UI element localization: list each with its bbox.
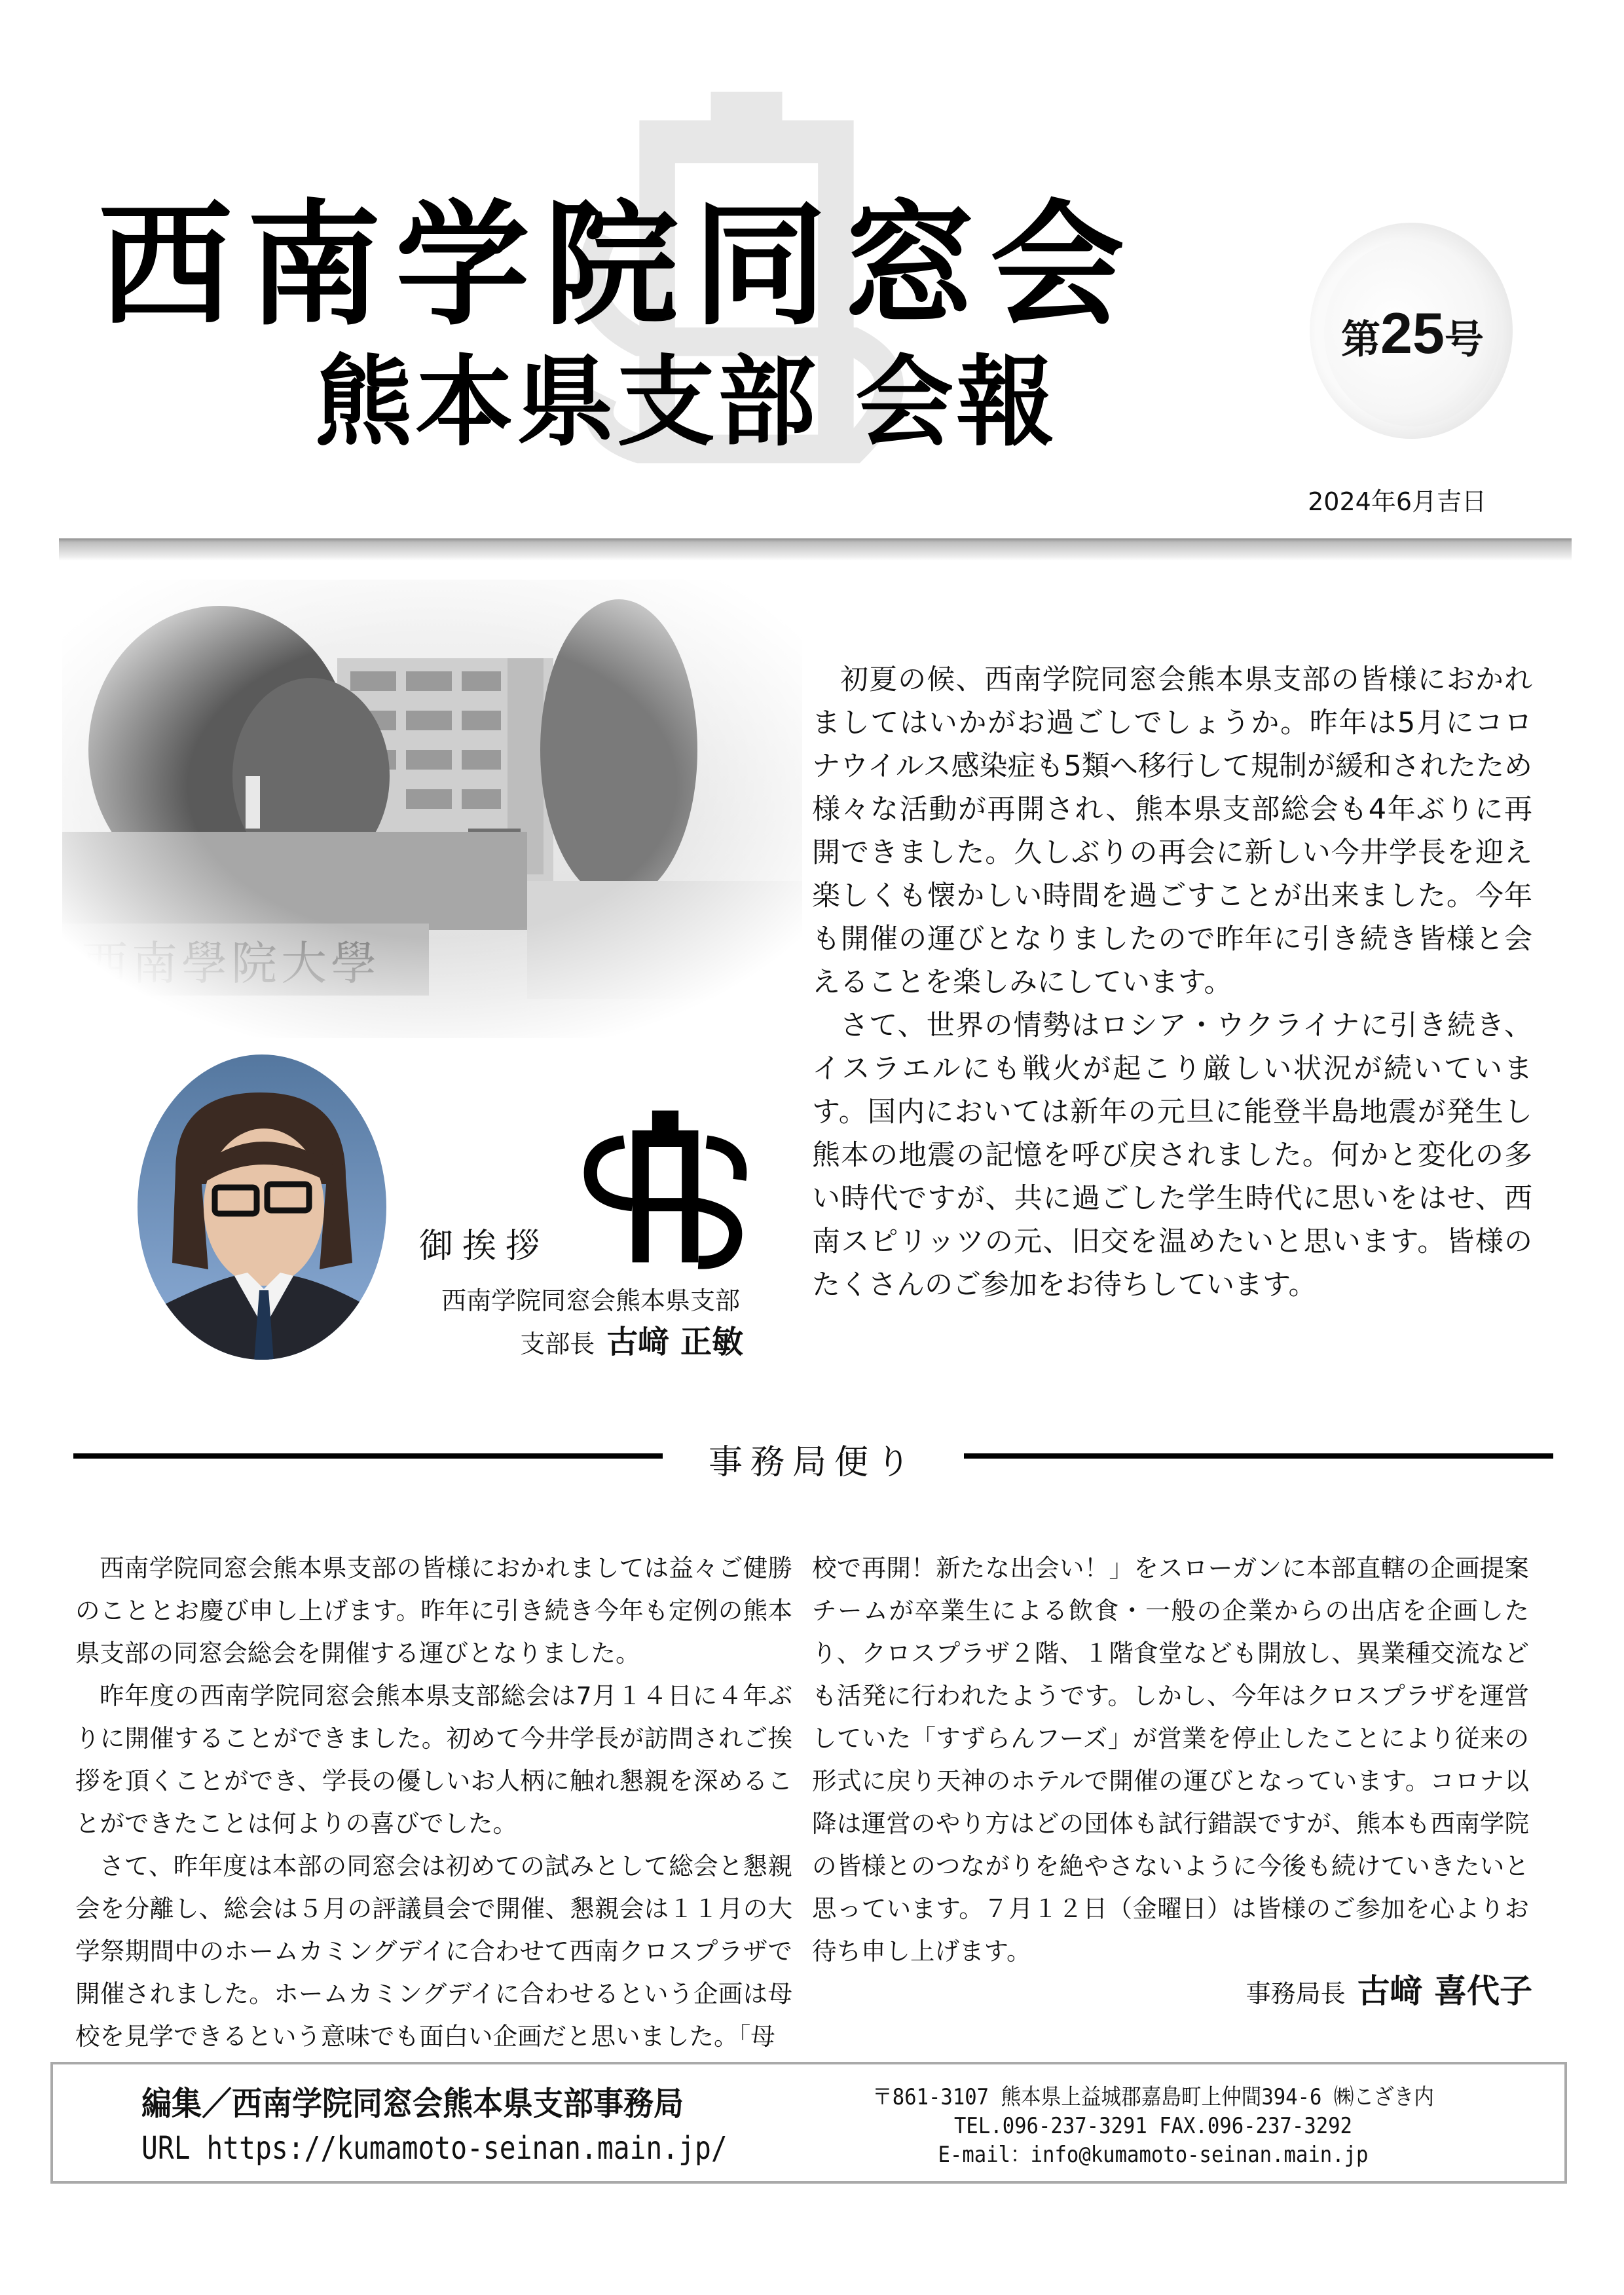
greeting-heading: 御挨拶 bbox=[419, 1227, 549, 1266]
branch-organization-name: 西南学院同窓会熊本県支部 bbox=[441, 1286, 740, 1315]
office-news-column-left bbox=[75, 1547, 792, 2058]
office-manager-signature bbox=[1246, 1965, 1532, 2012]
footer-email[interactable]: E-mail：info@kumamoto-seinan.main.jp bbox=[938, 2142, 1369, 2168]
greeting-paragraph: さて、世界の情勢はロシア・ウクライナに引き続き、イスラエルにも戦火が起こり厳しい状況が続いています。国内においては新年の元旦に能登半島地震が発生し熊本の地震の記憶を呼び戻されました。何かと変化の多い時代ですが、共に過ごした学生時代に思いをはせ、西南スピリッツの元、旧交を温めたいと思います。皆様のたくさんのご参加をお待ちしています。 bbox=[812, 1009, 1532, 1301]
newsletter-title: 西南学院同窓会 bbox=[98, 187, 1139, 344]
greeting-paragraph: 初夏の候、西南学院同窓会熊本県支部の皆様におかれましてはいかがお過ごしでしょうか。昨年は5月にコロナウイルス感染症も5類へ移行して規制が緩和されたため様々な活動が再開され、熊本県支部総会も4年ぶりに再開できました。久しぶりの再会に新しい今井学長を迎え楽しくも懐かしい時間を過ごすことが出来ました。今年も開催の運びとなりましたので昨年に引き続き皆様と会えることを楽しみにしています。 bbox=[812, 663, 1533, 999]
footer-url-link[interactable]: URL https://kumamoto-seinan.main.jp/ bbox=[141, 2130, 728, 2167]
office-news-paragraph: 西南学院同窓会熊本県支部の皆様におかれましては益々ご健勝のこととお慶び申し上げます。昨年に引き続き今年も定例の熊本県支部の同窓会総会を開催する運びとなりました。 bbox=[75, 1554, 792, 1668]
seinan-crest-logo bbox=[581, 1106, 749, 1271]
newsletter-subtitle: 熊本県支部 会報 bbox=[314, 346, 1058, 460]
president-name: 古﨑 正敏 bbox=[606, 1324, 743, 1360]
office-news-paragraph: 昨年度の西南学院同窓会熊本県支部総会は7月１４日に４年ぶりに開催することができました。初めて今井学長が訪問されご挨拶を頂くことができ、学長の優しいお人柄に触れ懇親を深めることができたことは何よりの喜びでした。 bbox=[75, 1681, 792, 1838]
footer-editor: 編集／西南学院同窓会熊本県支部事務局 bbox=[141, 2085, 684, 2123]
campus-photo bbox=[62, 580, 802, 1038]
footer-phone-fax: TEL.096-237-3291 FAX.096-237-3292 bbox=[954, 2113, 1352, 2139]
issue-badge bbox=[1310, 223, 1513, 439]
issue-date: 2024年6月吉日 bbox=[1308, 487, 1486, 516]
issue-number-label: 第25号 bbox=[1341, 300, 1484, 365]
footer-address: 〒861-3107 熊本県上益城郡嘉島町上仲間394-6 ㈱こざき内 bbox=[872, 2084, 1434, 2110]
office-news-paragraph: さて、昨年度は本部の同窓会は初めての試みとして総会と懇親会を分離し、総会は５月の評議員会で開催、懇親会は１１月の大学祭期間中のホームカミングデイに合わせて西南クロスプラザで開催されました。ホームカミングデイに合わせるという企画は母校を見学できるという意味でも面白い企画だと思いました。「母 bbox=[75, 1852, 792, 2051]
section-title: 事務局便り bbox=[708, 1443, 918, 1482]
office-news-column-right bbox=[812, 1547, 1529, 1973]
footer-address-block bbox=[793, 2083, 1513, 2169]
office-manager-name: 古﨑 喜代子 bbox=[1357, 1972, 1532, 2010]
office-news-paragraph: 校で再開！新たな出会い！」をスローガンに本部直轄の企画提案チームが卒業生による飲食・一般の企業からの出店を企画したり、クロスプラザ２階、１階食堂なども開放し、異業種交流なども活発に行われたようです。しかし、今年はクロスプラザを運営していた「すずらんフーズ」が営業を停止したことにより従来の形式に戻り天神のホテルで開催の運びとなっています。コロナ以降は運営のやり方はどの団体も試行錯誤ですが、熊本も西南学院の皆様とのつながりを絶やさないように今後も続けていきたいと思っています。７月１２日（金曜日）は皆様のご参加を心よりお待ち申し上げます。 bbox=[812, 1554, 1529, 1966]
president-role: 支部長 bbox=[520, 1330, 595, 1358]
header-divider bbox=[59, 538, 1572, 561]
section-rule-left bbox=[73, 1453, 663, 1459]
president-signature bbox=[393, 1316, 743, 1362]
footer-contact-box bbox=[50, 2062, 1567, 2184]
president-portrait bbox=[136, 1053, 388, 1361]
greeting-message bbox=[812, 658, 1532, 1307]
section-rule-right bbox=[964, 1453, 1553, 1459]
office-manager-role: 事務局長 bbox=[1246, 1979, 1346, 2008]
